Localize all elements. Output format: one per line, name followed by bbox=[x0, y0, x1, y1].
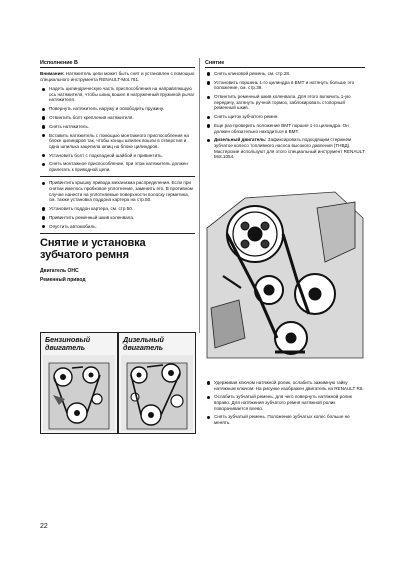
camshaft-gear bbox=[227, 206, 283, 262]
section-title-variant-b: Исполнение В bbox=[40, 60, 78, 66]
list-item: Привинтить ременный шкив коленвала. bbox=[40, 215, 195, 221]
figure-label-petrol: Бензиновый двигатель bbox=[45, 335, 91, 353]
list-item: Еще раз проверить положение ВМТ поршня 1-го цилиндра. Он должен обязательно находиться в ВМТ. bbox=[205, 123, 365, 134]
list-item: Установить поршень 1-го цилиндра в ВМТ и натянуть больше это положение, см. стр.39. bbox=[205, 80, 365, 91]
diesel-text: Зафиксировать подходящим стержнем зубчатое колесо топливного насоса высокого давления (ТНВД). Мастерские используют для этого специальный инструмент RENAULT Mot.1054. bbox=[214, 137, 365, 160]
section-rule bbox=[40, 67, 195, 68]
list-item: Надеть цилиндрическую часть приспособления на направляющую ось натяжителя, чтобы шпиц вошел в нагруженный пружиной рычаг натяжителя. bbox=[40, 86, 195, 103]
list-item: Отвинтить болт крепления натяжителя. bbox=[40, 115, 195, 121]
right-column bbox=[205, 60, 365, 163]
list-item: Опустить автомобиль. bbox=[40, 224, 195, 230]
figure-label-diesel: Дизельный двигатель bbox=[123, 335, 164, 353]
list-item: Привинтить крышку привода механизма распределения. Если при снятии имелось пробковое уплотнение, заменить его. В противном случае нанести на уплотняемые поверхности полоску герметика, см. также установка поддона картера на стр.50. bbox=[40, 180, 195, 202]
crankshaft-gear bbox=[275, 322, 307, 354]
attention-label: Внимание: bbox=[40, 71, 65, 77]
right-column-lower bbox=[205, 380, 365, 429]
diesel-label: Дизельный двигатель: bbox=[214, 137, 267, 143]
section-title-removal: Снятие bbox=[205, 60, 225, 66]
list-item: Снять натяжитель. bbox=[40, 124, 195, 130]
list-item: Снять зубчатый ремень. Положение зубчатых колес больше не менять. bbox=[205, 414, 365, 425]
list-item: Установить болт с подкладной шайбой и привинтить. bbox=[40, 153, 195, 159]
belt-drive-diagram-petrol bbox=[43, 355, 115, 431]
column-divider bbox=[199, 58, 200, 333]
list-item: Повернуть натяжитель наружу и освободить пружину. bbox=[40, 106, 195, 112]
list-item: Установить поддон картера, см. стр.50. bbox=[40, 206, 195, 212]
section-rule bbox=[40, 233, 195, 234]
list-item: Снять клиновой ремень, см. стр.28. bbox=[205, 71, 365, 77]
list-item: Снять щиток зубчатого ремня. bbox=[205, 114, 365, 120]
page-number: 22 bbox=[40, 523, 48, 530]
subheading-engine: Двигатель ОНС bbox=[40, 267, 79, 274]
list-item: Вставить натяжитель с помощью монтажного приспособления на блоке цилиндров так, чтобы концы шпилек вошли в отверстия и одна шпилька зацепила шпиц на блоке цилиндров. bbox=[40, 133, 195, 150]
list-item: Ослабить зубчатый ремень, для чего повернуть натяжной ролик вправо. Для натяжения зубчатого ремня натяжной ролик поворачивается влево. bbox=[205, 394, 365, 411]
figure-diesel-engine bbox=[118, 332, 196, 434]
list-item: Удерживая ключом натяжной ролик, ослабить зажимную гайку натяжным ключом. На рисунке изображен двигатель на RENAULT R5. bbox=[205, 380, 365, 391]
list-item: Снять монтажное приспособление, при этом натяжитель должен прилегать к приводной цепи. bbox=[40, 161, 195, 172]
diesel-note bbox=[205, 137, 365, 159]
figure-petrol-engine bbox=[40, 332, 118, 434]
section-rule bbox=[40, 176, 195, 177]
attention-note bbox=[40, 71, 195, 82]
page-heading: Снятие и установка зубчатого ремня bbox=[40, 236, 146, 262]
steps-list bbox=[40, 86, 195, 172]
attention-text: Натяжитель цепи может быть снят и установлен с помощью специального инструмента RENAULT-Mot.761. bbox=[40, 71, 195, 82]
steps-list-2 bbox=[40, 180, 195, 229]
belt-drive-diagram-diesel bbox=[121, 355, 193, 431]
list-item: Отвинтить ременный шкив коленвала. Для этого включить 1-ую передачу, затянуть ручной тормоз, заблокировать стопорный ременный шкив. bbox=[205, 94, 365, 111]
left-column bbox=[40, 60, 195, 284]
engine-timing-belt-figure bbox=[205, 188, 365, 360]
section-rule bbox=[205, 67, 365, 68]
subheading-drive: Ременный привод bbox=[40, 277, 86, 284]
